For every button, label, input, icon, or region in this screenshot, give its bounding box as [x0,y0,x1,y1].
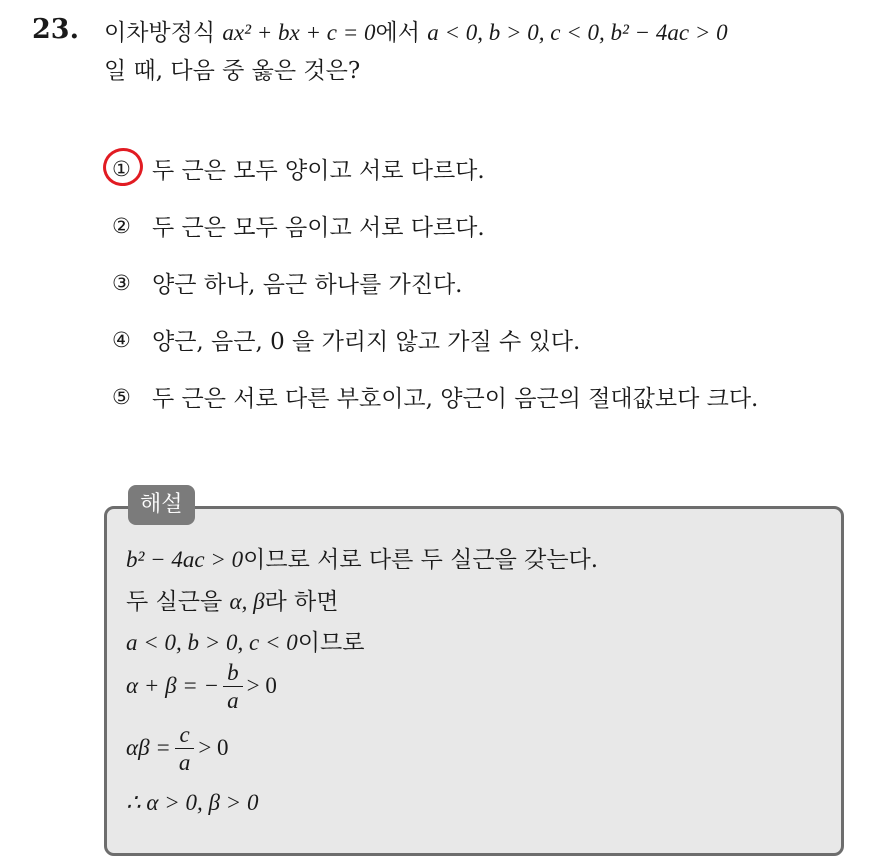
stem-intro: 이차방정식 [104,20,223,46]
discriminant-expr: b² − 4ac > 0 [126,547,244,572]
choice-1[interactable] [112,140,758,197]
product-lhs: αβ = [126,734,171,760]
choice-text: 두 근은 모두 양이고 서로 다르다. [152,158,485,184]
fraction-c-over-a [175,722,195,777]
solution-conclusion: ∴ α > 0, β > 0 [126,790,259,815]
choice-text: 양근 하나, 음근 하나를 가진다. [152,272,463,298]
choice-4[interactable] [112,311,758,368]
coefficient-signs: a < 0, b > 0, c < 0 [126,630,298,655]
question-stem [104,14,874,90]
solution-text: 이므로 [297,630,365,656]
solution-line-5 [126,722,229,777]
solution-text: 이므로 서로 다른 두 실근을 갖는다. [243,547,599,573]
product-rhs: > 0 [198,734,229,760]
choice-text: 두 근은 모두 음이고 서로 다르다. [152,215,485,241]
choice-5[interactable] [112,368,758,425]
fraction-denominator: a [178,750,191,775]
choice-number: ④ [112,327,131,352]
choice-number: ① [112,156,131,181]
choice-2[interactable] [112,197,758,254]
stem-conditions: a < 0, b > 0, c < 0, b² − 4ac > 0 [427,20,728,45]
choice-text: 양근, 음근, 0 을 가리지 않고 가질 수 있다. [152,329,581,355]
solution-line-4 [126,660,277,715]
solution-line-2 [126,583,339,616]
stem-connector: 에서 [375,20,428,46]
solution-text: 라 하면 [264,589,339,615]
stem-line-2: 일 때, 다음 중 옳은 것은? [104,58,361,84]
choice-number: ⑤ [112,384,131,409]
fraction-b-over-a [223,660,243,715]
sum-lhs: α + β = − [126,672,220,698]
fraction-denominator: a [227,688,239,713]
choices-list [112,140,758,425]
solution-line-1 [126,541,598,574]
fraction-numerator: b [223,660,243,687]
answer-circle-mark [99,144,146,189]
choice-3[interactable] [112,254,758,311]
question-number: 23. [32,14,79,45]
sum-rhs: > 0 [246,672,277,698]
solution-line-3 [126,624,364,657]
roots-expr: α, β [229,589,265,614]
choice-text: 두 근은 서로 다른 부호이고, 양근이 음근의 절대값보다 크다. [152,386,759,412]
stem-equation: ax² + bx + c = 0 [222,20,376,45]
choice-number: ② [112,213,131,238]
solution-text: 두 실근을 [126,589,230,615]
choice-number: ③ [112,270,131,295]
fraction-numerator: c [175,722,195,749]
solution-label: 해설 [128,485,195,525]
